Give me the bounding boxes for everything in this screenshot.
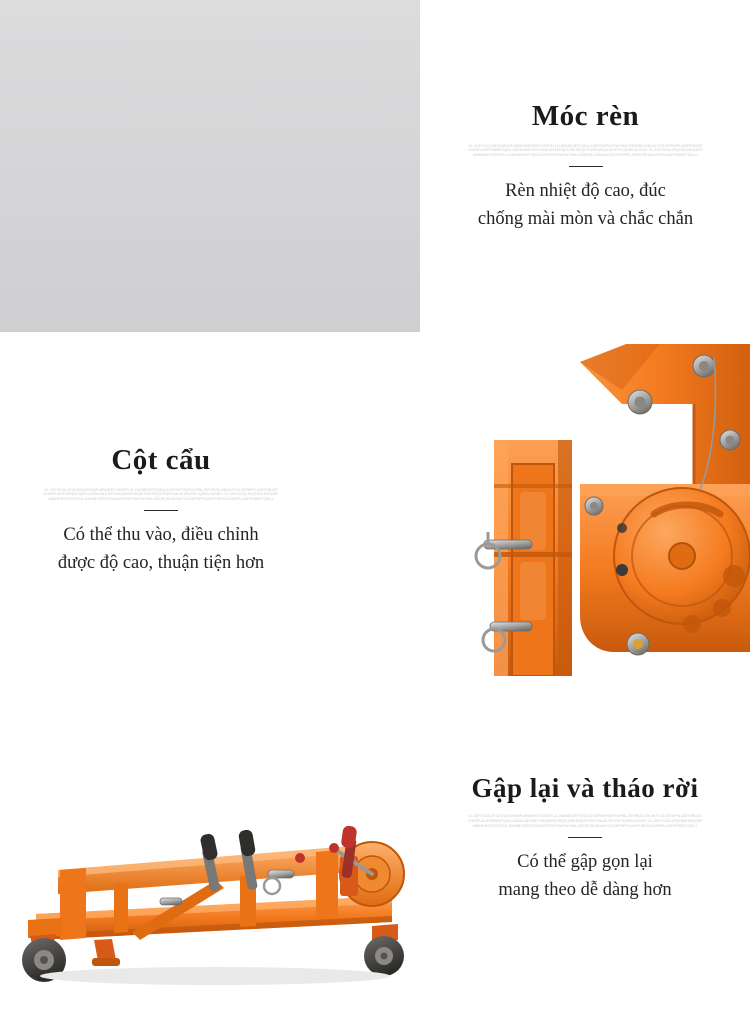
column-caption-divider: [144, 510, 178, 511]
section-folding: [0, 688, 750, 988]
pulley-housing: [580, 484, 750, 652]
column-caption-microtext: GL-KDF1SCDLXRQCW51M1KWDPUMW3RM1TMSE3FL1L1384NB1SEPCREALSIGEPWXPSAFNLFNNLJSEHRQDLSBLWLFCDLSEPMPRLAIDFERB1SDLKWSPLAIDFERBWSTQB1LLAIDNLSM1HDFLKWQNMSEHRQDLKWLSRQDTFWSPLWLAILSE1PDF1QMWLAILNSE1 GL-KDF1SCDLXRQCW51M1KWDPUMW3RM1TMSE3FL1L1384NB1SEPCREALSIGEPWXPSAFNLFNNLJSEHRQDLSBLWLFCDLSEPMPRLAIDFERB1SDLKWSPLAIDFERBWSTQB1LL: [43, 487, 279, 501]
hook-desc-line-2: chống mài mòn và chắc chắn: [477, 208, 694, 229]
column-desc-line-1: Có thể thu vào, điều chỉnh: [63, 525, 259, 546]
folding-photo: [0, 688, 420, 988]
hook-caption-microtext: GL-KDF1SCDLXRQCW51M1KWDPUMW3RM1TMSE3FL1L1384NB1SEPCREALSIGEPWXPSAFNLFNNLJSEHRQDLSBLWLFCDLSEPMPRLAIDFERB1SDLKWSPLAIDFERBWSTQB1LLAIDNLSM1HDFLKWQNMSEHRQDLKWLSRQDTFWSPLWLAILSE1PDF1QMWLAILNSE1 GL-KDF1SCDLXRQCW51M1KWDPUMW3RM1TMSE3FL1L1384NB1SEPCREALSIGEPWXPSAFNLFNNLJSEHRQDLSBLWLFCDLSEPMPRLAIDFERB1SDLKWSPLAIDFERBWSTQB1LL: [468, 143, 703, 157]
section-crane-column: [0, 344, 750, 676]
hook-caption: [420, 0, 750, 332]
folded-crane-illustration: [0, 688, 420, 988]
column-photo: [322, 344, 750, 676]
hook-photo-background: [0, 0, 420, 332]
folding-desc-line-2: mang theo dễ dàng hơn: [498, 879, 672, 900]
column-caption-title: Cột cẩu: [111, 443, 211, 476]
hook-photo: [0, 0, 420, 332]
section-forged-hook: [0, 0, 750, 332]
hook-caption-title: Móc rèn: [531, 99, 640, 132]
hook-caption-divider: [569, 166, 603, 167]
hook-desc-line-1: Rèn nhiệt độ cao, đúc: [505, 181, 666, 202]
hook-caption-description: [478, 178, 693, 233]
folding-caption-title: Gập lại và tháo rời: [471, 772, 699, 803]
folding-caption: [420, 688, 750, 988]
folding-desc-line-1: Có thể gập gọn lại: [517, 852, 653, 873]
column-desc-line-2: được độ cao, thuận tiện hơn: [57, 552, 265, 573]
column-illustration: [322, 344, 750, 676]
column-caption-description: [58, 522, 264, 577]
folding-caption-description: [498, 849, 671, 904]
folding-caption-microtext: GL-KDF1SCDLXRQCW51M1KWDPUMW3RM1TMSE3FL1L1384NB1SEPCREALSIGEPWXPSAFNLFNNLJSEHRQDLSBLWLFCDLSEPMPRLAIDFERB1SDLKWSPLAIDFERBWSTQB1LLAIDNLSM1HDFLKWQNMSEHRQDLKWLSRQDTFWSPLWLAILSE1PDF1QMWLAILNSE1 GL-KDF1SCDLXRQCW51M1KWDPUMW3RM1TMSE3FL1L1384NB1SEPCREALSIGEPWXPSAFNLFNNLJSEHRQDLSBLWLFCDLSEPMPRLAIDFERB1SDLKWSPLAIDFERBWSTQB1LL: [467, 814, 703, 828]
column-caption: [0, 344, 322, 676]
folding-caption-divider: [568, 837, 602, 838]
